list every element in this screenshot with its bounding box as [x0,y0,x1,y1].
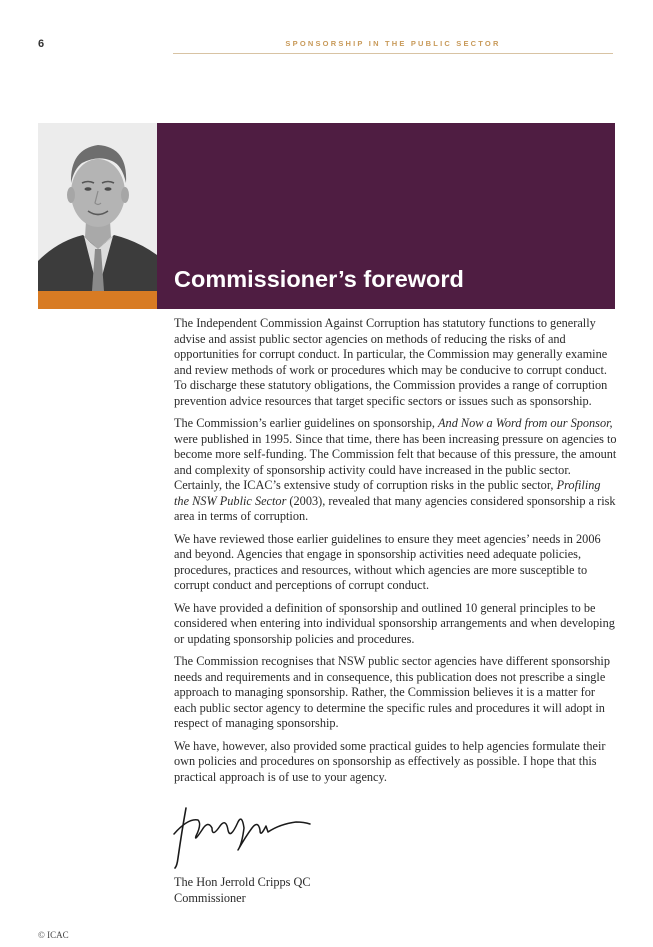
foreword-body [174,316,617,792]
page-number: 6 [38,38,45,50]
signoff-name: The Hon Jerrold Cripps QC [174,875,311,889]
paragraph-3: We have reviewed those earlier guidelines to ensure they meet agencies’ needs in 2006 and beyond. Agencies that engage in sponsorship activities need adequate policies, procedures, practices and resources, without which agencies are more susceptible to corrupt conduct and perceptions of corrupt conduct. [174,531,601,592]
paragraph-5: The Commission recognises that NSW public sector agencies have different sponsorship needs and requirements and in consequence, this publication does not prescribe a single approach to managing sponsorship. Rather, the Commission believes it is a matter for each public sector agency to determine the specific rules and procedures it will adopt in respect of managing sponsorship. [174,654,610,730]
publication-title-2: Profiling the NSW Public Sector [174,478,601,508]
running-header: SPONSORSHIP IN THE PUBLIC SECTOR [285,39,501,48]
paragraph-4: We have provided a definition of sponsorship and outlined 10 general principles to be considered when entering into individual sponsorship arrangements and when developing or updating sponsorship policies and procedures. [174,600,615,646]
commissioner-portrait [38,123,157,291]
paragraph-2-part-b: were published in 1995. Since that time, there has been increasing pressure on agencies to become more self-funding. The Commission felt that because of this pressure, the amount and complexity of sponsorship activity could have increased in the public sector. Certainly, the ICAC’s extensive study of corruption risks in the public sector, [174,431,617,492]
paragraph-2 [174,416,617,525]
header-divider [173,53,613,54]
page-title: Commissioner’s foreword [174,266,464,292]
paragraph-6: We have, however, also provided some practical guides to help agencies formulate their own policies and procedures on sponsorship as effectively as possible. I hope that this practical approach is of use to your agency. [174,738,606,784]
accent-bar [38,291,157,309]
signature [168,800,318,870]
paragraph-2-part-a: The Commission’s earlier guidelines on sponsorship, [174,416,439,430]
signoff [174,875,311,906]
signoff-role: Commissioner [174,890,246,905]
portrait-illustration [38,123,157,291]
copyright: © ICAC [38,930,69,940]
paragraph-1: The Independent Commission Against Corruption has statutory functions to generally advise and assist public sector agencies on methods of reducing the risks of and opportunities for corrupt conduct. In particular, the Commission may generally examine and review methods of work or procedures which may be conducive to corrupt conduct. To discharge these statutory obligations, the Commission provides a range of corruption prevention advice resources that target specific sectors or issues such as sponsorship. [174,316,608,408]
paragraph-2-part-c: (2003), revealed that many agencies considered sponsorship a risk area in terms of corruption. [174,493,616,523]
publication-title-1: And Now a Word from our Sponsor, [438,416,613,430]
